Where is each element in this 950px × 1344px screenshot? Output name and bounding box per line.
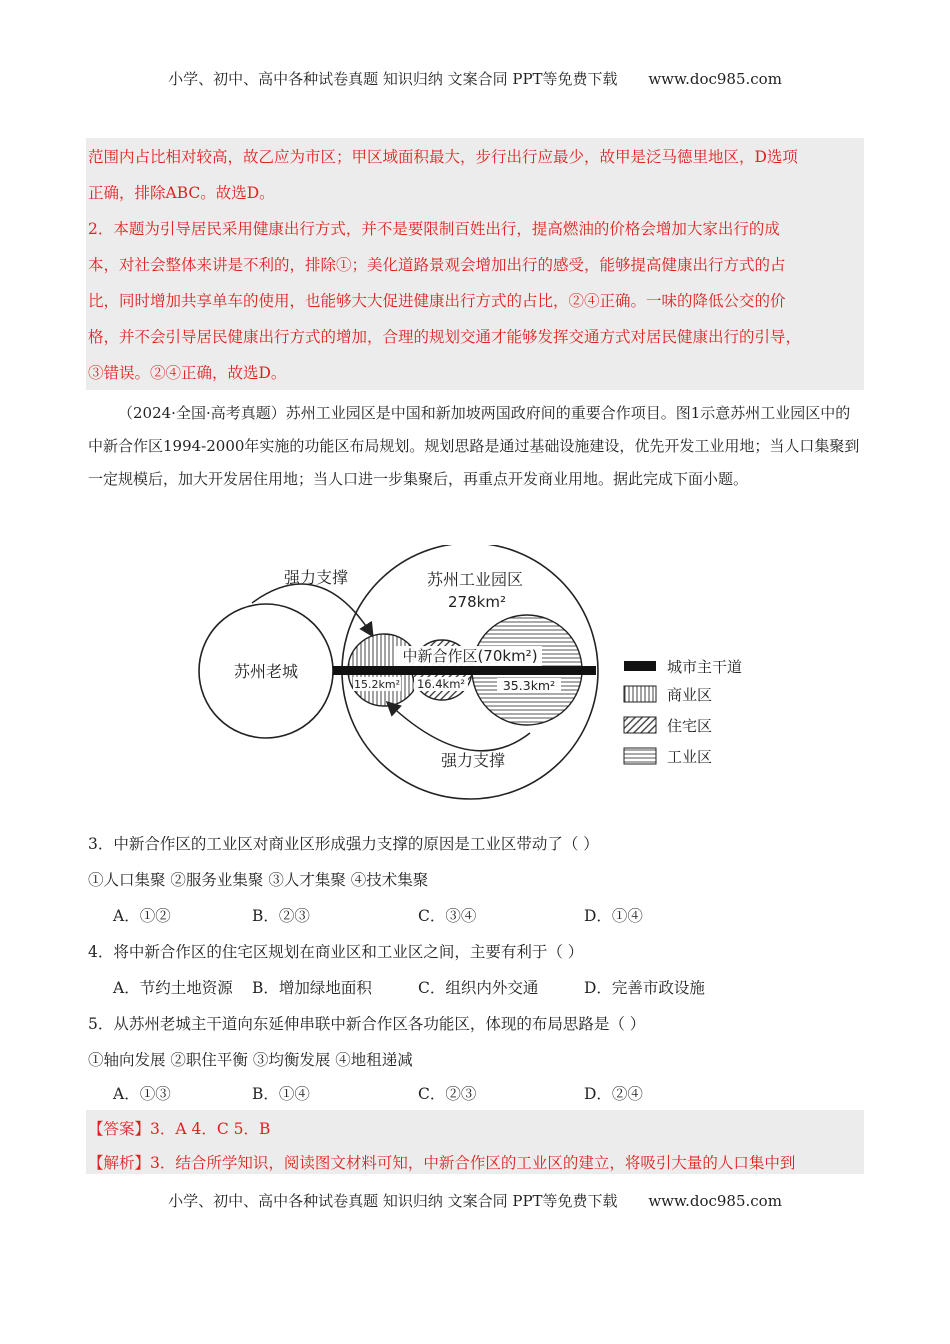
- legend-commercial-swatch: [624, 686, 656, 702]
- question-3-option-d[interactable]: D．①④: [584, 907, 643, 925]
- question-3-items: ①人口集聚 ②服务业集聚 ③人才集聚 ④技术集聚: [88, 871, 429, 889]
- question-3-stem: 3．中新合作区的工业区对商业区形成强力支撑的原因是工业区带动了（ ）: [88, 835, 599, 853]
- page-footer: [0, 1190, 950, 1211]
- legend-residential-swatch: [624, 717, 656, 733]
- residential-area-label: 16.4km²: [416, 677, 466, 691]
- zone-layout-figure: [0, 545, 950, 805]
- prev-answer-line: 正确，排除ABC。故选D。: [88, 184, 275, 202]
- answer-text: 3．A 4．C 5．B: [150, 1120, 271, 1138]
- support-top-label: 强力支撑: [283, 568, 349, 587]
- legend-road-swatch: [624, 661, 656, 671]
- question-3-option-a[interactable]: A．①②: [113, 907, 171, 925]
- header-text: 小学、初中、高中各种试卷真题 知识归纳 文案合同 PPT等免费下载: [168, 70, 618, 88]
- header-site[interactable]: www.doc985.com: [648, 70, 782, 88]
- industrial-area-label: 35.3km²: [502, 678, 556, 693]
- prev-answer-line: 格，并不会引导居民健康出行方式的增加，合理的规划交通才能够发挥交通方式对居民健康出行的引导，: [88, 328, 802, 346]
- analysis-line: [88, 1151, 795, 1173]
- legend-industrial-swatch: [624, 748, 656, 764]
- footer-site[interactable]: www.doc985.com: [648, 1192, 782, 1210]
- question-4-option-c[interactable]: C．组织内外交通: [418, 979, 539, 997]
- main-road: [333, 666, 596, 675]
- question-4-option-a[interactable]: A．节约土地资源: [113, 979, 233, 997]
- page-header: [0, 68, 950, 89]
- prev-answer-line: 范围内占比相对较高，故乙应为市区；甲区域面积最大，步行出行应最少，故甲是泛马德里地区，D选项: [88, 148, 798, 166]
- commercial-area-label: 15.2km²: [354, 678, 400, 691]
- legend-road-label: 城市主干道: [667, 658, 743, 676]
- legend-commercial-label: 商业区: [667, 686, 713, 704]
- answer-line: [88, 1117, 270, 1139]
- prev-answer-line: 本，对社会整体来讲是不利的，排除①；美化道路景观会增加出行的感受，能够提高健康出行方式的占: [88, 256, 786, 274]
- question-5-option-b[interactable]: B．①④: [252, 1085, 310, 1103]
- material-paragraph: （2024·全国·高考真题）苏州工业园区是中国和新加坡两国政府间的重要合作项目。图1示意苏州工业园区中的中新合作区1994-2000年实施的功能区布局规划。规划思路是通过基础设施建设，优先开发工业用地；当人口集聚到一定规模后，加大开发居住用地；当人口进一步集聚后，再重点开发商业用地。据此完成下面小题。: [88, 404, 860, 488]
- prev-answer-line: 比，同时增加共享单车的使用，也能够大大促进健康出行方式的占比，②④正确。一味的降低公交的价: [88, 292, 786, 310]
- park-name-label: 苏州工业园区: [426, 570, 524, 589]
- support-bottom-label: 强力支撑: [440, 751, 506, 770]
- question-5-items: ①轴向发展 ②职住平衡 ③均衡发展 ④地租递减: [88, 1051, 413, 1069]
- old-city-label: 苏州老城: [233, 662, 299, 681]
- question-4-option-d[interactable]: D．完善市政设施: [584, 979, 705, 997]
- question-5-option-d[interactable]: D．②④: [584, 1085, 643, 1103]
- park-area-label: 278km²: [448, 593, 506, 611]
- question-5-option-c[interactable]: C．②③: [418, 1085, 477, 1103]
- question-4-stem: 4．将中新合作区的住宅区规划在商业区和工业区之间，主要有利于（ ）: [88, 943, 584, 961]
- legend: [624, 658, 742, 766]
- question-3-option-b[interactable]: B．②③: [252, 907, 310, 925]
- zone-name-label: 中新合作区(70km²): [402, 647, 538, 665]
- prev-answer-line: 2．本题为引导居民采用健康出行方式，并不是要限制百姓出行，提高燃油的价格会增加大家出行的成: [88, 220, 780, 238]
- legend-industrial-label: 工业区: [667, 748, 713, 766]
- answer-label: 【答案】: [88, 1120, 151, 1138]
- question-4-option-b[interactable]: B．增加绿地面积: [252, 979, 372, 997]
- prev-answer-line: ③错误。②④正确，故选D。: [88, 364, 287, 382]
- question-5-option-a[interactable]: A．①③: [113, 1085, 171, 1103]
- question-3-option-c[interactable]: C．③④: [418, 907, 477, 925]
- question-5-stem: 5．从苏州老城主干道向东延伸串联中新合作区各功能区，体现的布局思路是（ ）: [88, 1015, 646, 1033]
- analysis-label: 【解析】: [88, 1154, 151, 1172]
- legend-residential-label: 住宅区: [667, 717, 713, 735]
- analysis-text: 3．结合所学知识，阅读图文材料可知，中新合作区的工业区的建立，将吸引大量的人口集中到: [150, 1154, 796, 1172]
- footer-text: 小学、初中、高中各种试卷真题 知识归纳 文案合同 PPT等免费下载: [168, 1192, 618, 1210]
